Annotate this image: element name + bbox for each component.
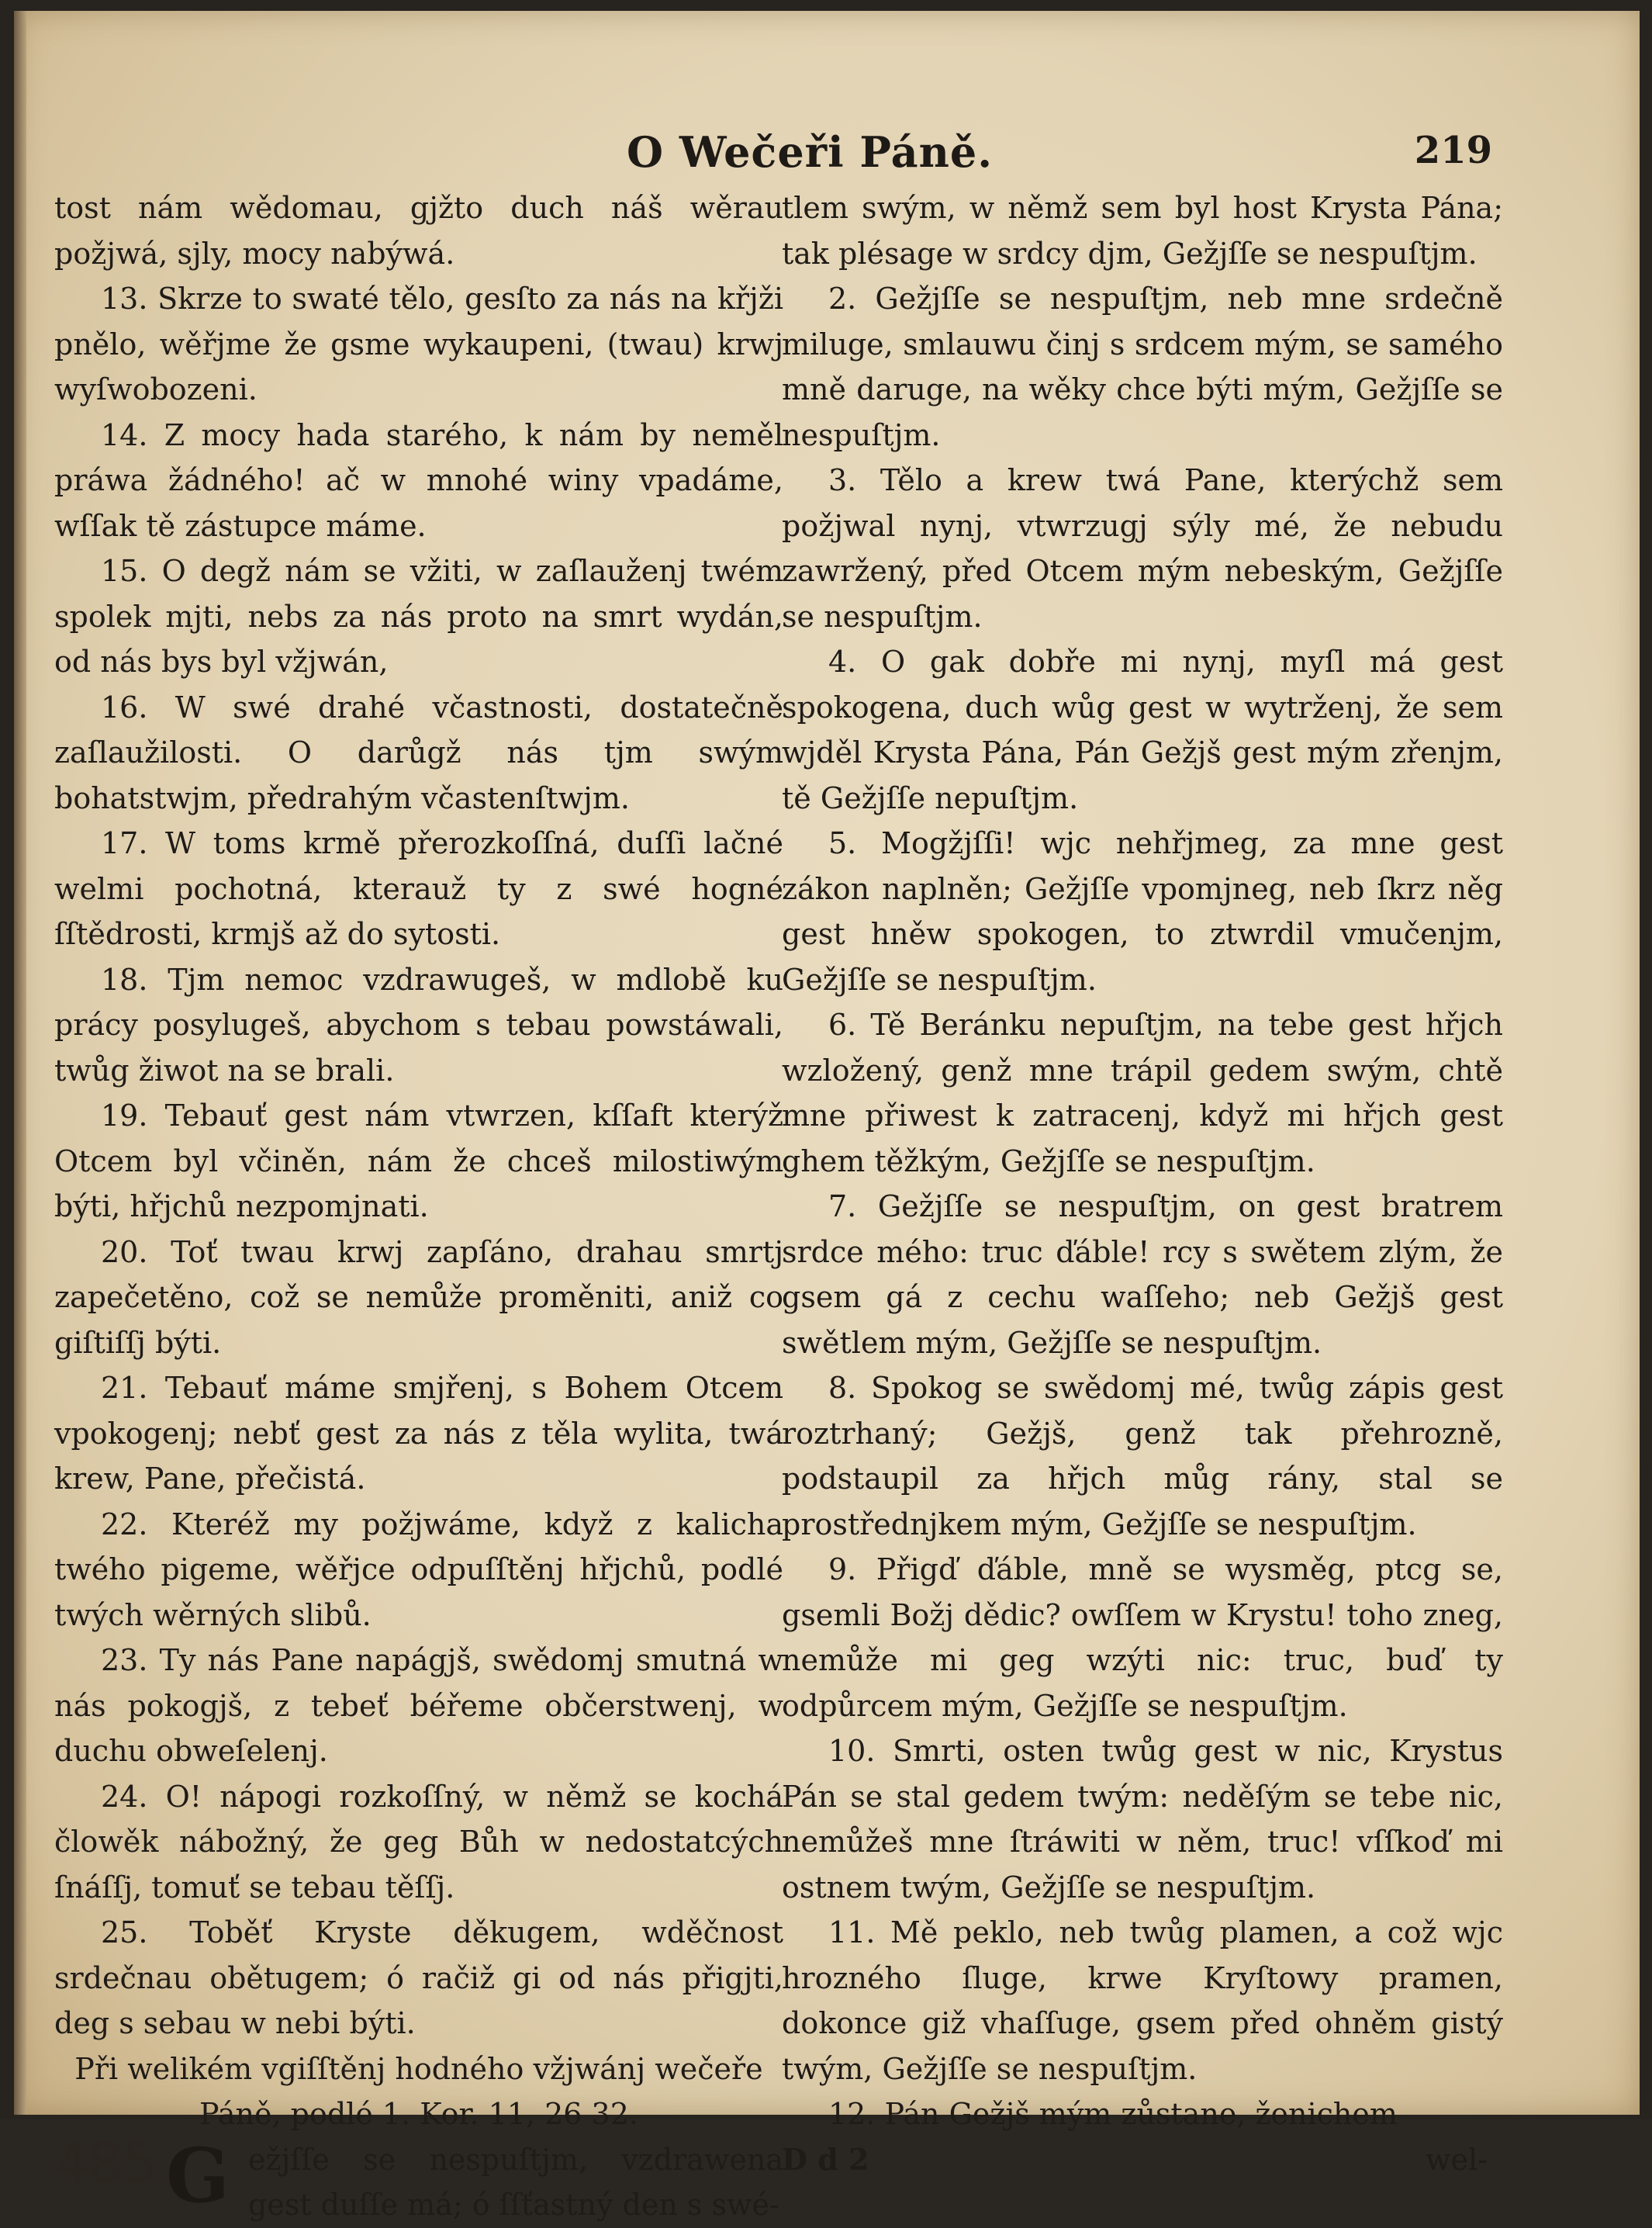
verse-paragraph: 18. Tjm nemoc vzdrawugeš, w mdlobě ku prácy posylugeš, abychom s tebau powstáwali, twůg žiwot na se brali. [54, 962, 783, 1088]
verse-paragraph: 7. Gežjſſe se nespuſtjm, on gest bratrem srdce mého: truc ďáble! rcy s swětem zlým, že gsem gá z cechu waſſeho; neb Gežjš gest swětlem mým, Gežjſſe se nespuſtjm. [782, 1189, 1503, 1360]
drop-cap-initial: G [166, 2131, 230, 2219]
verse-paragraph: 11. Mě peklo, neb twůg plamen, a což wjc hrozného ſluge, krwe Kryſtowy pramen, dokonce giž vhaſſuge, gsem před ohněm gistý twým, Gežjſſe se nespuſtjm. [782, 1915, 1503, 2086]
verse-paragraph: 3. Tělo a krew twá Pane, kterýchž sem požjwal nynj, vtwrzugj sýly mé, že nebudu zawržený, před Otcem mým nebeským, Gežjſſe se nespuſtjm. [782, 463, 1503, 634]
verse-paragraph: 19. Tebauť gest nám vtwrzen, kſſaft kterýž Otcem byl včiněn, nám že chceš milostiwým býti, hřjchů nezpomjnati. [54, 1098, 783, 1223]
verse-paragraph: 6. Tě Beránku nepuſtjm, na tebe gest hřjch wzložený, genž mne trápil gedem swým, chtě mne přiwest k zatracenj, když mi hřjch gest ghem těžkým, Gežjſſe se nespuſtjm. [782, 1008, 1503, 1178]
verse-paragraph: 21. Tebauť máme smjřenj, s Bohem Otcem vpokogenj; nebť gest za nás z těla wylita, twá krew, Pane, přečistá. [54, 1371, 783, 1496]
verse-paragraph: 13. Skrze to swaté tělo, gesſto za nás na křjži pnělo, wěřjme že gsme wykaupeni, (twau) krwj wyſwobozeni. [54, 282, 783, 407]
verse-paragraph: 15. O degž nám se vžiti, w zaſlauženj twém spolek mjti, nebs za nás proto na smrt wydán, od nás bys byl vžjwán, [54, 554, 783, 679]
page-number: 219 [1414, 129, 1492, 172]
verse-paragraph: 2. Gežjſſe se nespuſtjm, neb mne srdečně miluge, smlauwu činj s srdcem mým, se samého mně daruge, na wěky chce býti mým, Gežjſſe se nespuſtjm. [782, 282, 1503, 452]
page-header [14, 127, 1640, 182]
verse-paragraph: 4. O gak dobře mi nynj, myſl má gest spokogena, duch wůg gest w wytrženj, že sem wjděl Krysta Pána, Pán Gežjš gest mým zřenjm, tě Gežjſſe nepuſtjm. [782, 645, 1503, 815]
signature-mark: D d 2 [782, 2141, 869, 2177]
verse-paragraph: 16. W swé drahé včastnosti, dostatečně zaſlaužilosti. O darůgž nás tjm swým bohatstwjm, předrahým včastenſtwjm. [54, 690, 783, 815]
verse-paragraph: 12. Pán Gežjš mým zůstane, ženichem [828, 2097, 1398, 2131]
left-column [54, 185, 783, 2228]
verse-paragraph: 9. Přigď ďáble, mně se wysměg, ptcg se, gsemli Božj dědic? owſſem w Krystu! toho zneg, nemůže mi geg wzýti nic: truc, buď ty odpůrcem mým, Gežjſſe se nespuſtjm. [782, 1552, 1503, 1723]
verse-paragraph: 8. Spokog se swědomj mé, twůg zápis gest roztrhaný; Gežjš, genž tak přehrozně, podstaupil za hřjch můg rány, stal se prostřednjkem mým, Gežjſſe se nespuſtjm. [782, 1371, 1503, 1541]
right-column [782, 185, 1503, 2182]
verse-paragraph: tost nám wědomau, gjžto duch náš wěrau požjwá, sjly, mocy nabýwá. [54, 191, 783, 271]
verse-paragraph: 20. Toť twau krwj zapſáno, drahau smrtj zapečetěno, což se nemůže proměniti, aniž co giſtiſſj býti. [54, 1234, 783, 1360]
running-title: O Wečeři Páně. [627, 127, 993, 177]
verse-paragraph: 14. Z mocy hada starého, k nám by neměl práwa žádného! ač w mnohé winy vpadáme, wſſak tě zástupce máme. [54, 417, 783, 543]
hymn-start [54, 2129, 783, 2228]
hymn-first-verse: ežjſſe se nespuſtjm, vzdrawena gest duſſe má; ó ſſťastný den s swé- [248, 2142, 783, 2222]
verse-paragraph: 24. O! nápogi rozkoſſný, w němž se kochá člowěk nábožný, že geg Bůh w nedostatcých ſnáſſj, tomuť se tebau těſſj. [54, 1779, 783, 1905]
catchword-line [782, 2137, 1503, 2183]
book-page [14, 11, 1640, 2222]
catchword: wel- [1425, 2142, 1488, 2177]
verse-paragraph: 25. Toběť Kryste děkugem, wděčnost srdečnau obětugem; ó račiž gi od nás přigjti, deg s sebau w nebi býti. [54, 1915, 783, 2040]
verse-paragraph: 23. Ty nás Pane napágjš, swědomj smutná w nás pokogjš, z tebeť béřeme občerstwenj, w duchu obweſelenj. [54, 1643, 783, 1768]
section-heading: Při welikém vgiſſtěnj hodného vžjwánj wečeře Páně, podlé 1. Kor. 11, 26 32. [74, 2051, 763, 2131]
verse-paragraph: tlem swým, w němž sem byl host Krysta Pána; tak plésage w srdcy djm, Gežjſſe se nespuſtjm. [782, 191, 1503, 271]
verse-paragraph: 10. Smrti, osten twůg gest w nic, Krystus Pán se stal gedem twým: neděſým se tebe nic, nemůžeš mne ſtráwiti w něm, truc! vſſkoď mi ostnem twým, Gežjſſe se nespuſtjm. [782, 1734, 1503, 1905]
verse-paragraph: 22. Kteréž my požjwáme, když z kalicha twého pigeme, wěřjce odpuſſtěnj hřjchů, podlé twých wěrných slibů. [54, 1507, 783, 1632]
verse-paragraph: 5. Mogžjſſi! wjc nehřjmeg, za mne gest zákon naplněn; Gežjſſe vpomjneg, neb ſkrz něg gest hněw spokogen, to ztwrdil vmučenjm, Gežjſſe se nespuſtjm. [782, 826, 1503, 997]
hymn-number: 485. [54, 2129, 173, 2195]
verse-paragraph: 17. W toms krmě přerozkoſſná, duſſi lačné welmi pochotná, kterauž ty z swé hogné ſſtědrosti, krmjš až do sytosti. [54, 826, 783, 951]
